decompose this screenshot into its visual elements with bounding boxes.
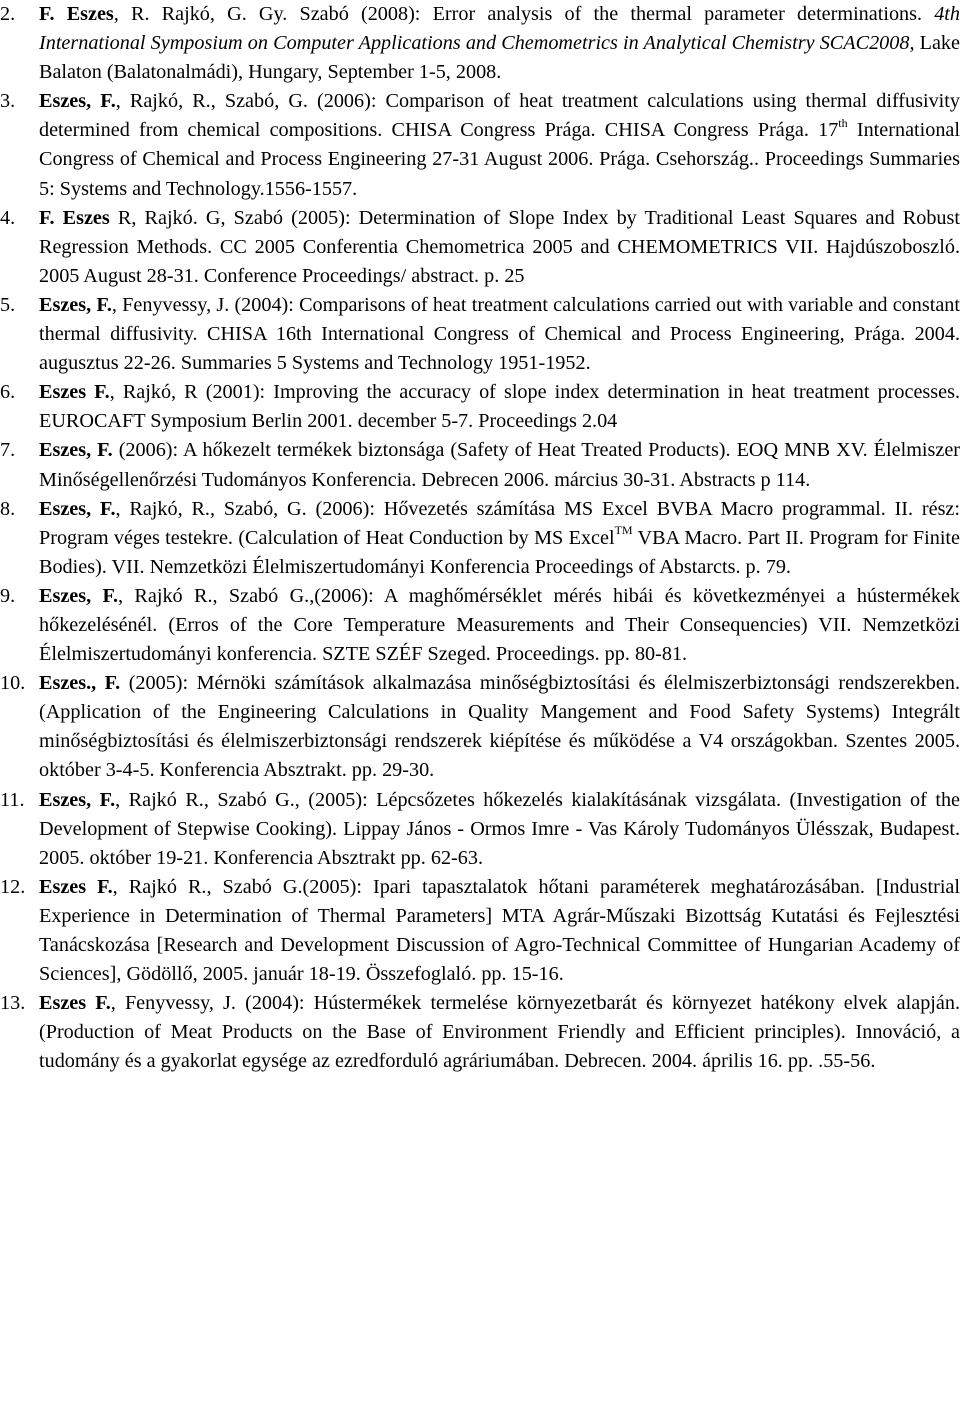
- reference-author: F. Eszes: [39, 206, 110, 229]
- reference-author: F. Eszes: [39, 3, 114, 25]
- reference-author: Eszes F.: [39, 992, 111, 1015]
- reference-author: Eszes, F.: [39, 584, 119, 607]
- reference-text: , R. Rajkó, G. Gy. Szabó (2008): Error analysis of the thermal parameter determinations.: [113, 3, 935, 25]
- reference-author: Eszes F.: [39, 875, 113, 898]
- reference-text: (2006): A maghőmérséklet mérés hibái és következményei a hústermékek hőkezelésénél. (Erros of the Core Temperature Measurements and Their Consequencies) VII. Nemzetközi Élelmiszertudományi konferencia. SZTE SZÉF Szeged. Proceedings. pp. 80-81.: [39, 584, 960, 666]
- reference-item: [0, 582, 960, 669]
- reference-author: Eszes, F.: [39, 788, 116, 811]
- reference-item: [0, 786, 960, 873]
- reference-number: 8.: [0, 497, 16, 520]
- reference-item: [0, 0, 960, 87]
- reference-text: , Rajkó, R., Szabó, G. (2006): Hővezetés számítása MS Excel BVBA Macro programmal. II. rész: Program véges testekre. (Calculation of Heat Conduction by MS Excel: [39, 497, 960, 549]
- reference-author: Eszes, F.: [39, 439, 113, 462]
- reference-author: Eszes, F.: [39, 293, 112, 316]
- reference-text: , Rajkó R., Szabó G., (2005): Lépcsőzetes hőkezelés kialakításának vizsgálata. (Investigation of the Development of Stepwise Cooking). Lippay János - Ormos Imre - Vas Károly Tudományos Ülésszak, Budapest. 2005. október 19-21. Konferencia Absztrakt pp. 62-63.: [39, 788, 960, 869]
- reference-text: (2005): Mérnöki számítások alkalmazása minőségbiztosítási és élelmiszerbiztonsági rendszerekben. (Application of the Engineering Calculations in Quality Mangement and Food Safety Systems) Integrált minőségbiztosítási és élelmiszerbiztonsági rendszerek kiépítése és működése a V4 országokban. Szentes 2005. október 3-4-5. Konferencia Absztrakt. pp. 29-30.: [39, 672, 960, 782]
- reference-text: , Rajkó, R., Szabó, G. (2006): Comparison of heat treatment calculations using thermal diffusivity determined from chemical compositions. CHISA Congress Prága. CHISA Congress Prága. 17: [39, 90, 960, 142]
- reference-item: [0, 291, 960, 378]
- reference-number: 5.: [0, 293, 16, 316]
- reference-superscript: th: [838, 115, 848, 130]
- reference-number: 4.: [0, 206, 16, 229]
- reference-number: 9.: [0, 584, 16, 607]
- reference-text: R, Rajkó. G, Szabó (2005): Determination of Slope Index by Traditional Least Squares and Robust Regression Methods. CC 2005 Conferentia Chemometrica 2005 and CHEMOMETRICS VII. Hajdúszoboszló. 2005 August 28-31. Conference Proceedings/ abstract. p. 25: [39, 206, 960, 287]
- reference-number: 3.: [0, 90, 16, 113]
- reference-number: 2.: [0, 3, 16, 25]
- reference-number: 7.: [0, 439, 16, 462]
- reference-item: [0, 989, 960, 1076]
- reference-text: , Rajkó, R (2001): Improving the accuracy of slope index determination in heat treatment processes. EUROCAFT Symposium Berlin 2001. december 5-7. Proceedings 2.04: [39, 381, 960, 433]
- reference-venue: 4th International Symposium on Computer Applications and Chemometrics in Analytical Chemistry SCAC2008: [39, 3, 960, 55]
- reference-author: Eszes., F.: [39, 672, 121, 695]
- reference-number: 11.: [0, 788, 25, 811]
- reference-item: [0, 669, 960, 785]
- reference-text: , Fenyvessy, J. (2004): Hústermékek termelése környezetbarát és környezet hatékony elvek alapján. (Production of Meat Products on the Base of Environment Friendly and Efficient principles). Innováció, a tudomány és a gyakorlat egysége az ezredforduló agráriumában. Debrecen. 2004. április 16. pp. .55-56.: [39, 992, 960, 1073]
- reference-text: (2006): A hőkezelt termékek biztonsága (Safety of Heat Treated Products). EOQ MNB XV. Élelmiszer Minőségellenőrzési Tudományos Konferencia. Debrecen 2006. március 30-31. Abstracts p 114.: [39, 439, 960, 491]
- reference-item: [0, 436, 960, 494]
- reference-author: Eszes F.: [39, 381, 110, 404]
- reference-item: [0, 378, 960, 436]
- reference-text: , Lake Balaton (Balatonalmádi), Hungary, September 1-5, 2008.: [39, 32, 960, 84]
- reference-number: 6.: [0, 381, 16, 404]
- reference-text: , Fenyvessy, J. (2004): Comparisons of heat treatment calculations carried out with variable and constant thermal diffusivity. CHISA 16th International Congress of Chemical and Process Engineering, Prága. 2004. augusztus 22-26. Summaries 5 Systems and Technology 1951-1952.: [39, 293, 960, 375]
- reference-item: [0, 495, 960, 582]
- reference-text: , Rajkó R., Szabó G.,: [118, 584, 315, 607]
- reference-text: , Rajkó R., Szabó G.(2005): Ipari tapasztalatok hőtani paraméterek meghatározásában. [Industrial Experience in Determination of Thermal Parameters] MTA Agrár-Műszaki Bizottság Kutatási és Fejlesztési Tanácskozása [Research and Development Discussion of Agro-Technical Committee of Hungarian Academy of Sciences], Gödöllő, 2005. január 18-19. Összefoglaló. pp. 15-16.: [39, 875, 960, 986]
- reference-number: 12.: [0, 875, 26, 898]
- reference-item: [0, 204, 960, 291]
- reference-number: 10.: [0, 672, 26, 695]
- reference-superscript: TM: [614, 522, 633, 537]
- reference-item: [0, 873, 960, 989]
- reference-author: Eszes, F.: [39, 90, 116, 113]
- reference-text: VBA Macro. Part II. Program for Finite Bodies). VII. Nemzetközi Élelmiszertudományi Konferencia Proceedings of Abstarcts. p. 79.: [39, 526, 960, 578]
- reference-number: 13.: [0, 992, 26, 1015]
- reference-author: Eszes, F.: [39, 497, 116, 520]
- reference-item: [0, 87, 960, 203]
- reference-text: International Congress of Chemical and Process Engineering 27-31 August 2006. Prága. Csehország.. Proceedings Summaries 5: Systems and Technology.1556-1557.: [39, 119, 960, 200]
